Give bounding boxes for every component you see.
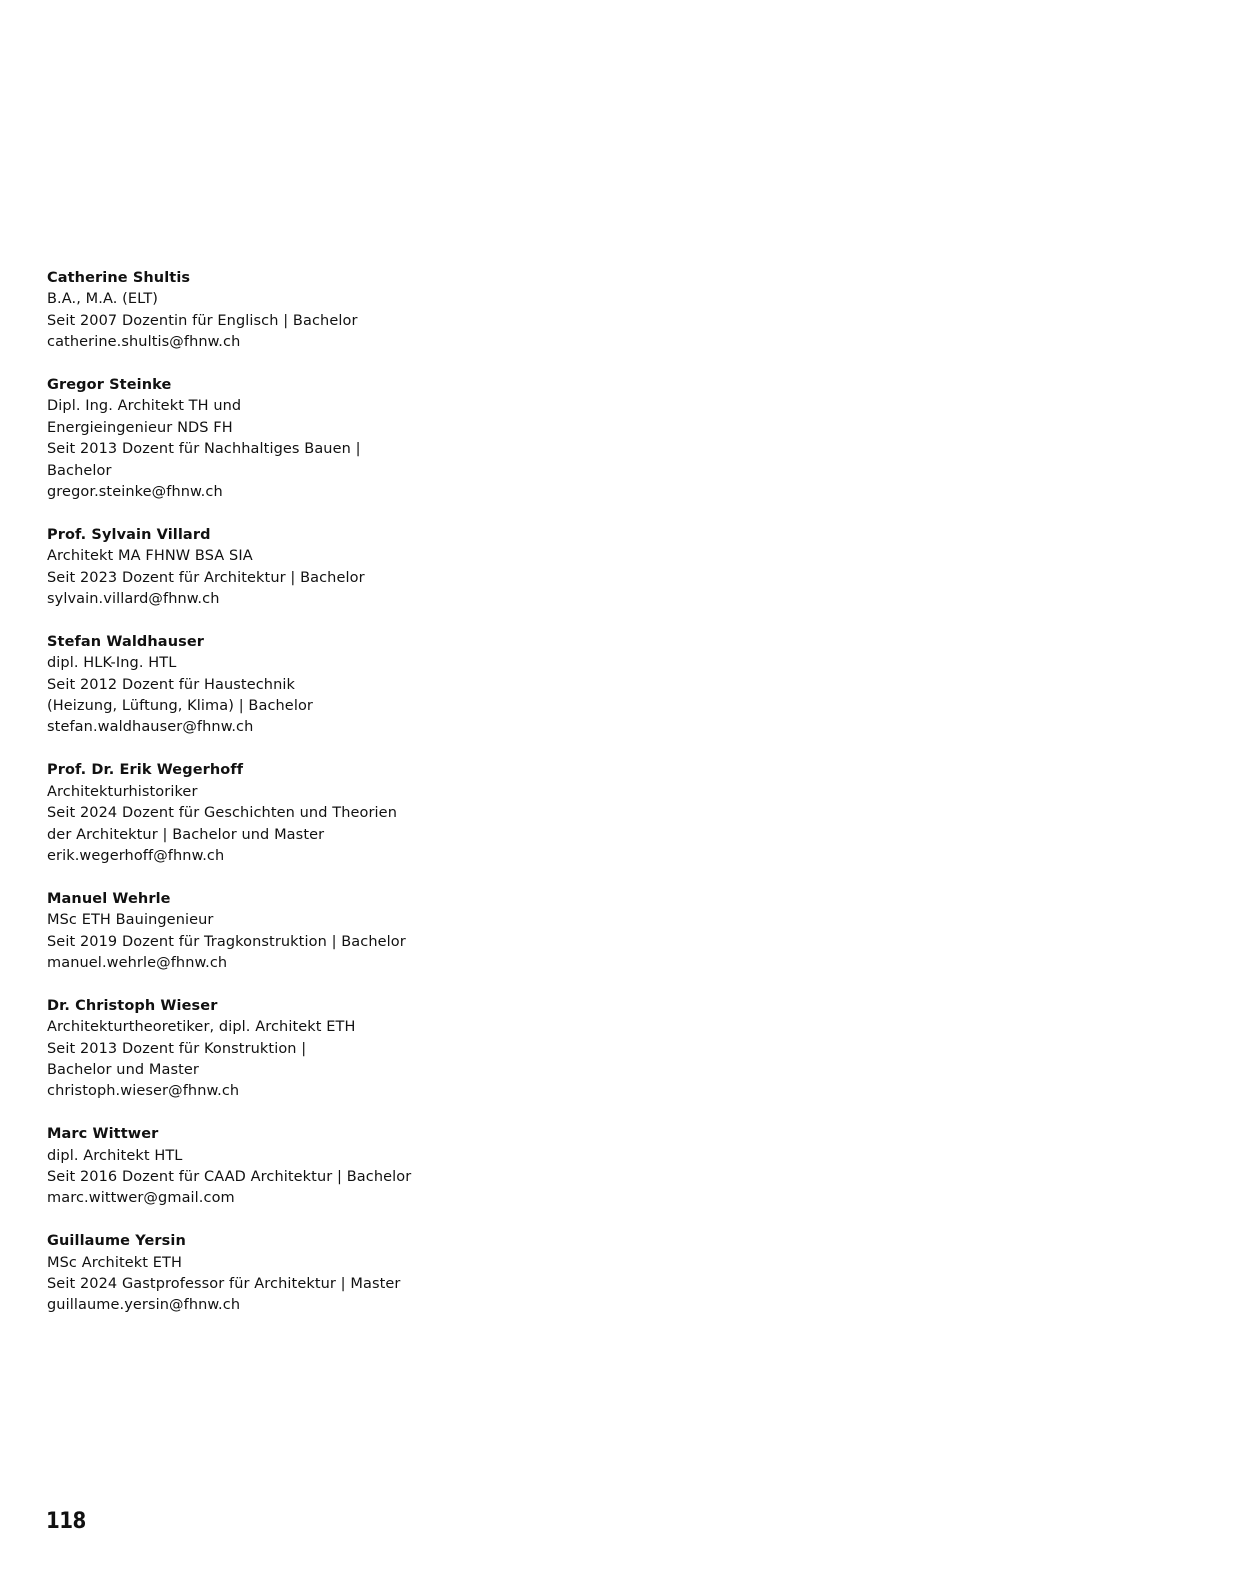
- faculty-entry: [47, 632, 467, 739]
- faculty-detail-line: Seit 2019 Dozent für Tragkonstruktion | Bachelor: [47, 933, 406, 950]
- faculty-detail-line: Architekt MA FHNW BSA SIA: [47, 548, 253, 565]
- faculty-entry: [47, 760, 467, 867]
- faculty-detail-line: Seit 2013 Dozent für Nachhaltiges Bauen |: [47, 441, 361, 458]
- faculty-detail-line: B.A., M.A. (ELT): [47, 291, 159, 308]
- faculty-detail-line: Seit 2024 Gastprofessor für Architektur | Master: [47, 1275, 401, 1292]
- faculty-email: catherine.shultis@fhnw.ch: [47, 334, 241, 351]
- faculty-entry: [47, 1231, 467, 1317]
- faculty-name: Gregor Steinke: [47, 377, 172, 394]
- faculty-detail-line: Architekturhistoriker: [47, 783, 198, 800]
- faculty-detail-line: Seit 2007 Dozentin für Englisch | Bachelor: [47, 312, 358, 329]
- faculty-entry: [47, 996, 467, 1103]
- faculty-email: gregor.steinke@fhnw.ch: [47, 484, 223, 501]
- faculty-list: [47, 268, 467, 1338]
- faculty-detail-line: MSc Architekt ETH: [47, 1254, 182, 1271]
- faculty-detail-line: dipl. Architekt HTL: [47, 1147, 183, 1164]
- faculty-detail-line: Seit 2024 Dozent für Geschichten und Theorien: [47, 805, 397, 822]
- faculty-email: sylvain.villard@fhnw.ch: [47, 591, 220, 608]
- faculty-name: Catherine Shultis: [47, 270, 191, 286]
- faculty-name: Stefan Waldhauser: [47, 633, 205, 650]
- faculty-name: Guillaume Yersin: [47, 1233, 186, 1250]
- faculty-entry: [47, 525, 467, 611]
- faculty-detail-line: MSc ETH Bauingenieur: [47, 912, 214, 929]
- faculty-email: marc.wittwer@gmail.com: [47, 1190, 235, 1207]
- faculty-email: manuel.wehrle@fhnw.ch: [47, 954, 228, 971]
- faculty-detail-line: Seit 2013 Dozent für Konstruktion |: [47, 1040, 307, 1057]
- faculty-entry: [47, 268, 467, 354]
- faculty-detail-line: (Heizung, Lüftung, Klima) | Bachelor: [47, 698, 313, 715]
- faculty-name: Manuel Wehrle: [47, 890, 171, 907]
- faculty-detail-line: Dipl. Ing. Architekt TH und: [47, 398, 242, 415]
- faculty-entry: [47, 375, 467, 503]
- faculty-email: guillaume.yersin@fhnw.ch: [47, 1297, 241, 1314]
- faculty-name: Marc Wittwer: [47, 1126, 159, 1143]
- faculty-email: stefan.waldhauser@fhnw.ch: [47, 719, 254, 736]
- faculty-name: Prof. Sylvain Villard: [47, 526, 211, 543]
- faculty-detail-line: Seit 2012 Dozent für Haustechnik: [47, 676, 295, 693]
- faculty-name: Prof. Dr. Erik Wegerhoff: [47, 762, 244, 779]
- faculty-detail-line: dipl. HLK-Ing. HTL: [47, 655, 177, 672]
- faculty-detail-line: Energieingenieur NDS FH: [47, 419, 233, 436]
- faculty-email: erik.wegerhoff@fhnw.ch: [47, 847, 225, 864]
- faculty-detail-line: Bachelor: [47, 462, 112, 479]
- faculty-email: christoph.wieser@fhnw.ch: [47, 1083, 240, 1100]
- faculty-entry: [47, 1124, 467, 1210]
- page-number: 118: [46, 1509, 86, 1534]
- faculty-detail-line: Bachelor und Master: [47, 1061, 199, 1078]
- faculty-detail-line: der Architektur | Bachelor und Master: [47, 826, 325, 843]
- faculty-detail-line: Architekturtheoretiker, dipl. Architekt ETH: [47, 1019, 356, 1036]
- faculty-detail-line: Seit 2023 Dozent für Architektur | Bachelor: [47, 569, 365, 586]
- faculty-detail-line: Seit 2016 Dozent für CAAD Architektur | Bachelor: [47, 1168, 412, 1185]
- faculty-entry: [47, 889, 467, 975]
- faculty-name: Dr. Christoph Wieser: [47, 997, 218, 1014]
